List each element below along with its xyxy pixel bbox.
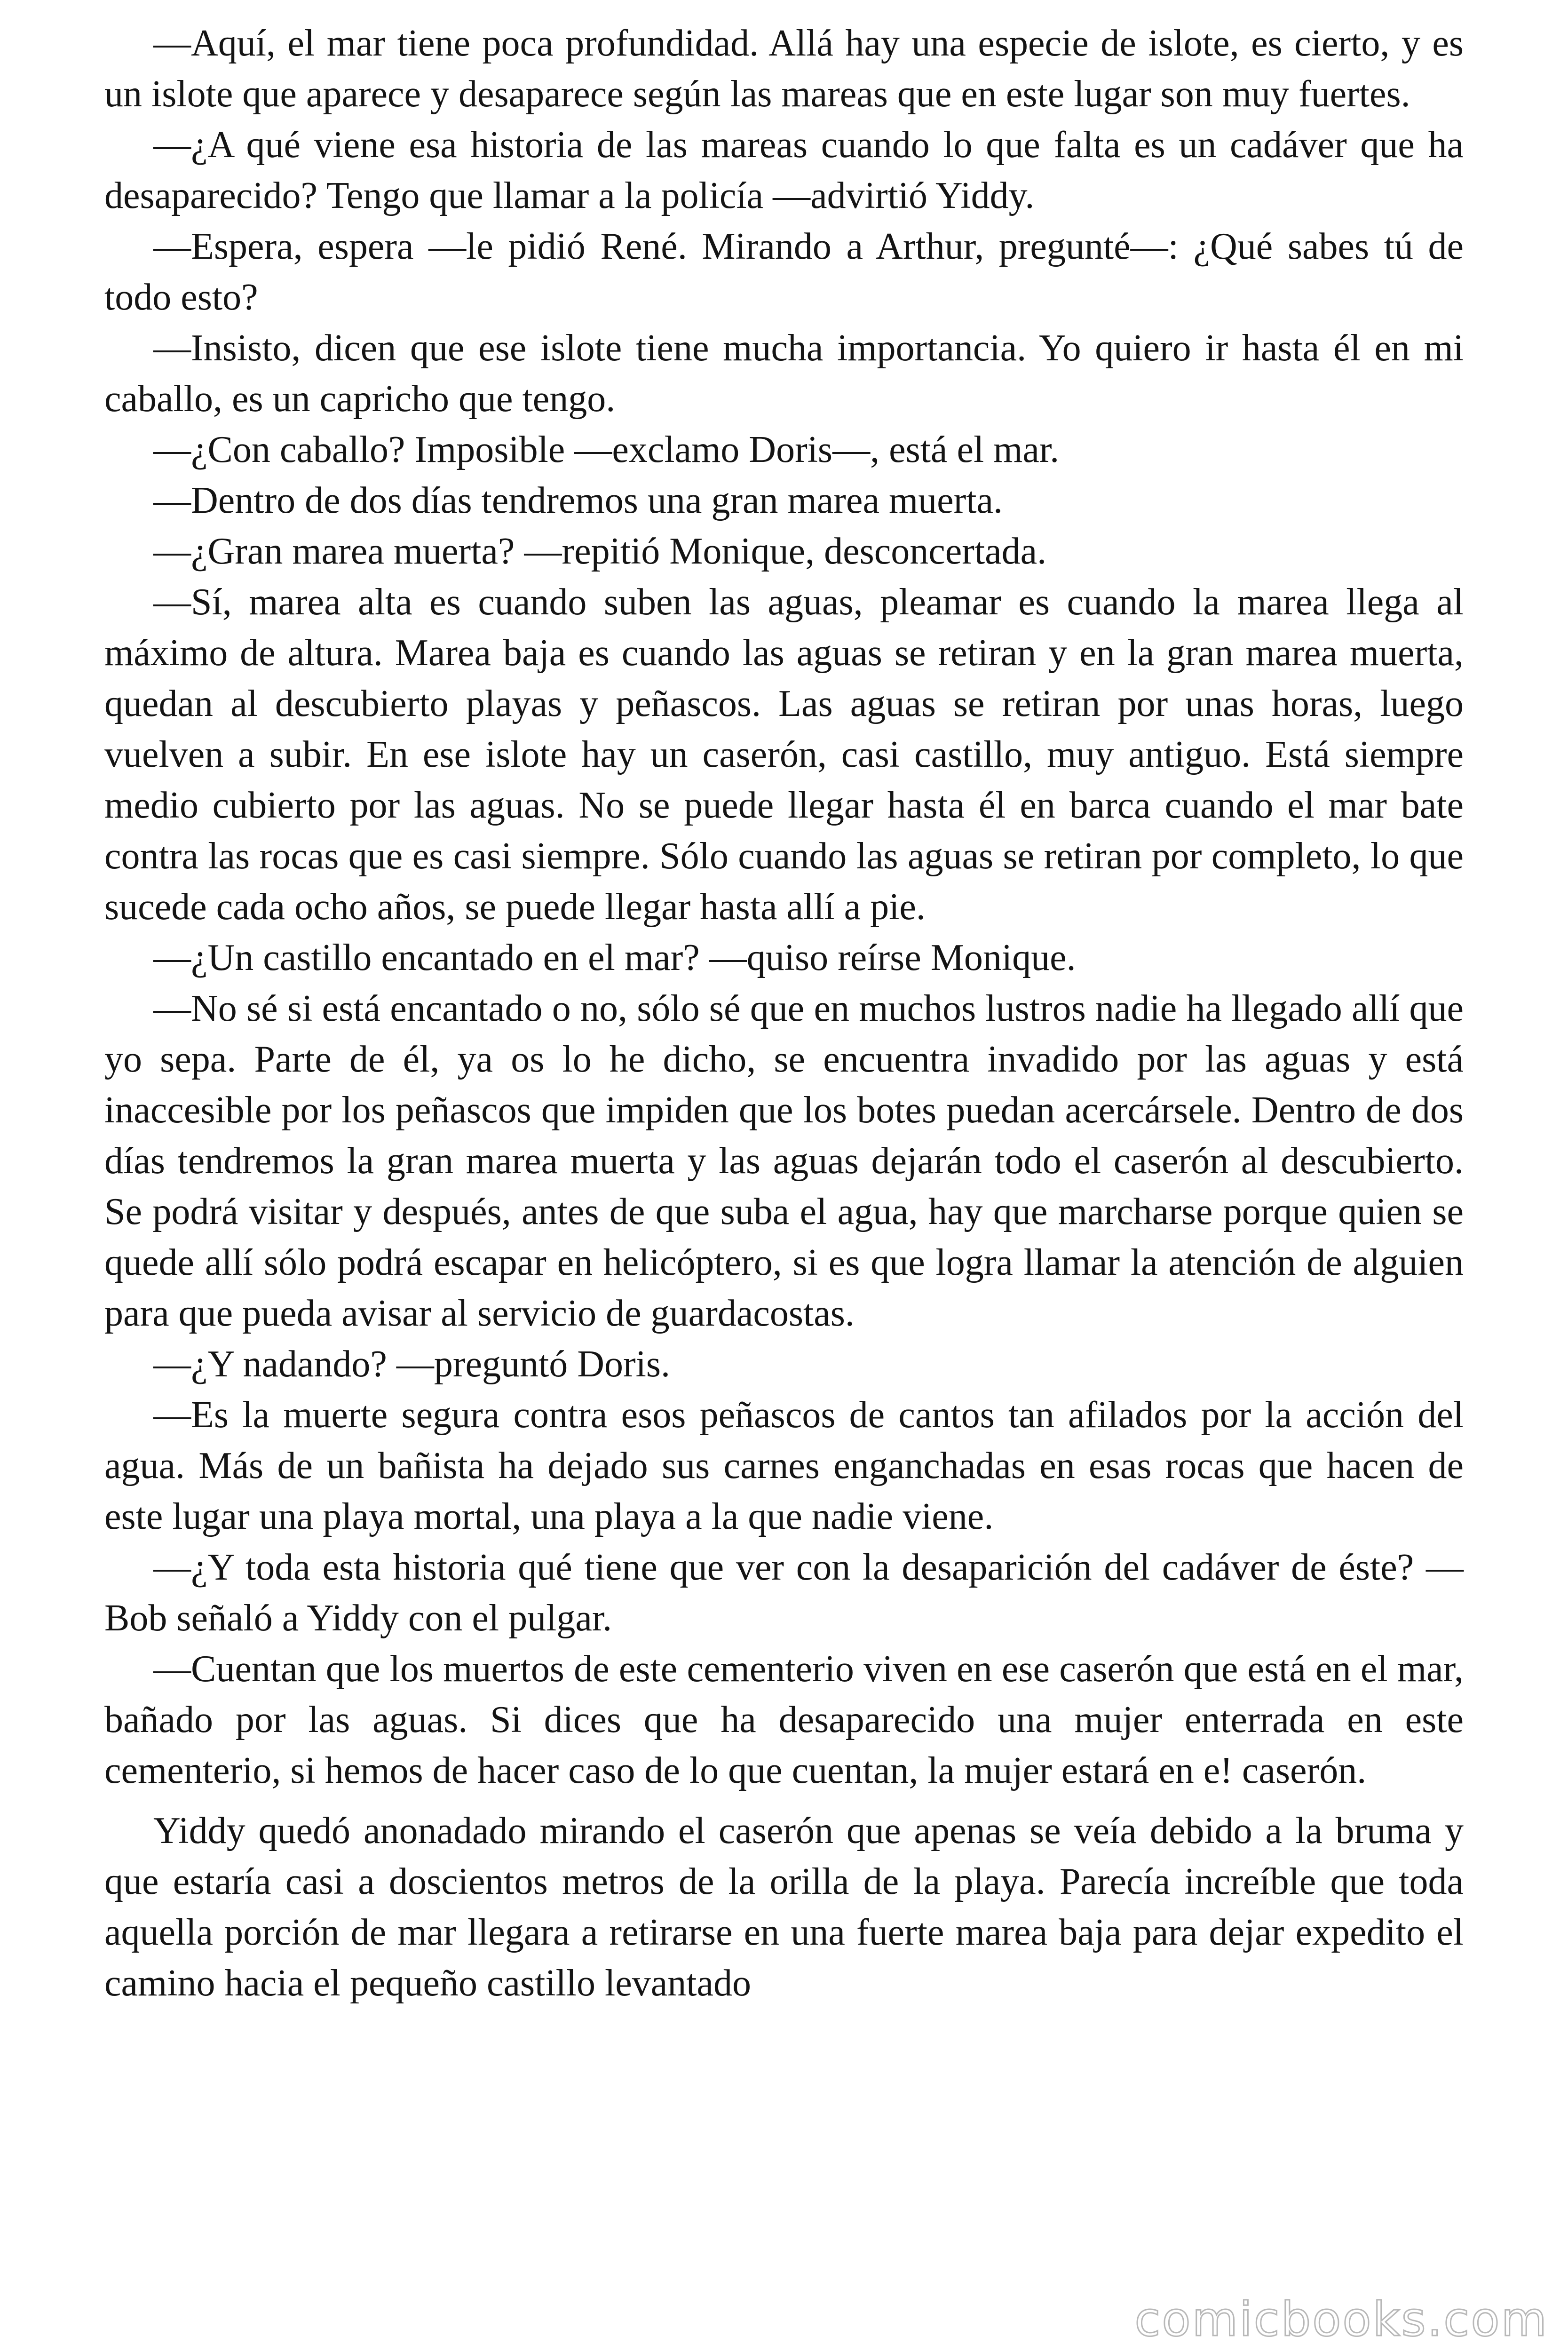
paragraph: —¿Gran marea muerta? —repitió Monique, desconcertada. <box>153 531 1047 572</box>
paragraph: —¿Y toda esta historia qué tiene que ver con la desaparición del cadáver de éste? —Bob señaló a Yiddy con el pulgar. <box>104 1547 1464 1639</box>
paragraph: —Aquí, el mar tiene poca profundidad. Allá hay una especie de islote, es cierto, y es un islote que aparece y desaparece según las mareas que en este lugar son muy fuertes. <box>104 23 1464 115</box>
paragraph: —Insisto, dicen que ese islote tiene mucha importancia. Yo quiero ir hasta él en mi caballo, es un capricho que tengo. <box>104 327 1464 420</box>
paragraph: —Cuentan que los muertos de este cementerio viven en ese caserón que está en el mar, bañado por las aguas. Si dices que ha desaparecido una mujer enterrada en este cementerio, si hemos de hacer caso de lo que cuentan, la mujer estará en e! caserón. <box>104 1648 1464 1791</box>
paragraph: —¿Un castillo encantado en el mar? —quiso reírse Monique. <box>153 937 1076 978</box>
paragraph: —Es la muerte segura contra esos peñascos de cantos tan afilados por la acción del agua. Más de un bañista ha dejado sus carnes enganchadas en esas rocas que hacen de este lugar una playa mortal, una playa a la que nadie viene. <box>104 1394 1464 1537</box>
paragraph: —Sí, marea alta es cuando suben las aguas, pleamar es cuando la marea llega al máximo de altura. Marea baja es cuando las aguas se retiran y en la gran marea muerta, quedan al descubierto playas y peñascos. Las aguas se retiran por unas horas, luego vuelven a subir. En ese islote hay un caserón, casi castillo, muy antiguo. Está siempre medio cubierto por las aguas. No se puede llegar hasta él en barca cuando el mar bate contra las rocas que es casi siempre. Sólo cuando las aguas se retiran por completo, lo que sucede cada ocho años, se puede llegar hasta allí a pie. <box>104 581 1464 928</box>
paragraph: —No sé si está encantado o no, sólo sé que en muchos lustros nadie ha llegado allí que yo sepa. Parte de él, ya os lo he dicho, se encuentra invadido por las aguas y está inaccesible por los peñascos que impiden que los botes puedan acercársele. Dentro de dos días tendremos la gran marea muerta y las aguas dejarán todo el caserón al descubierto. Se podrá visitar y después, antes de que suba el agua, hay que marcharse porque quien se quede allí sólo podrá escapar en helicóptero, si es que logra llamar la atención de alguien para que pueda avisar al servicio de guardacostas. <box>104 988 1464 1334</box>
watermark: comicbooks.com <box>1134 2292 1548 2347</box>
paragraph: —Espera, espera —le pidió René. Mirando a Arthur, pregunté—: ¿Qué sabes tú de todo esto? <box>104 226 1464 318</box>
paragraph: —¿Y nadando? —preguntó Doris. <box>153 1343 670 1385</box>
paragraph: —¿A qué viene esa historia de las mareas cuando lo que falta es un cadáver que ha desaparecido? Tengo que llamar a la policía —advirtió Yiddy. <box>104 124 1464 216</box>
paragraph: Yiddy quedó anonadado mirando el caserón que apenas se veía debido a la bruma y que estaría casi a doscientos metros de la orilla de la playa. Parecía increíble que toda aquella porción de mar llegara a retirarse en una fuerte marea baja para dejar expedito el camino hacia el pequeño castillo levantado <box>104 1810 1464 2004</box>
paragraph: —Dentro de dos días tendremos una gran marea muerta. <box>153 480 1003 521</box>
page-text <box>104 18 1464 2009</box>
paragraph: —¿Con caballo? Imposible —exclamo Doris—, está el mar. <box>153 429 1060 470</box>
